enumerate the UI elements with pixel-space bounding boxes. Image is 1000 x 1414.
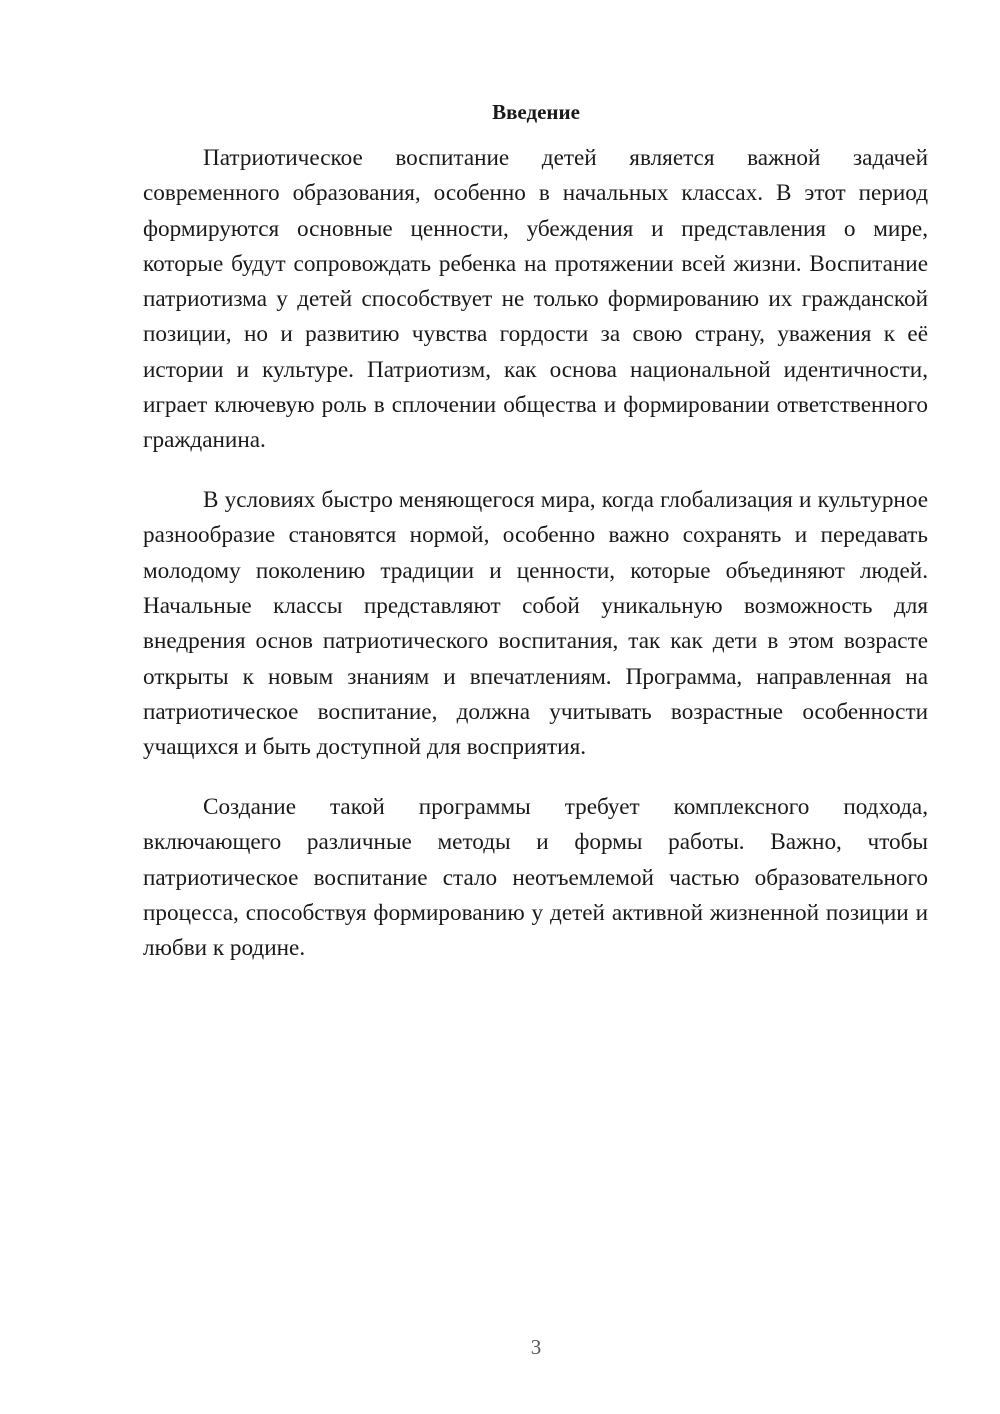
paragraph-2: В условиях быстро меняющегося мира, когда глобализация и культурное разнообразие становятся нормой, особенно важно сохранять и передавать молодому поколению традиции и ценности, которые объединяют людей. Начальные классы представляют собой уникальную возможность для внедрения основ патриотического воспитания, так как дети в этом возрасте открыты к новым знаниям и впечатлениям. Программа, направленная на патриотическое воспитание, должна учитывать возрастные особенности учащихся и быть доступной для восприятия. — [143, 487, 928, 761]
paragraph-3: Создание такой программы требует комплексного подхода, включающего различные методы и формы работы. Важно, чтобы патриотическое воспитание стало неотъемлемой частью образовательного процесса, способствуя формированию у детей активной жизненной позиции и любви к родине. — [143, 794, 928, 962]
section-heading: Введение — [492, 100, 580, 124]
page-number: 3 — [530, 1335, 542, 1359]
body-text — [143, 141, 928, 967]
paragraph-1: Патриотическое воспитание детей является важной задачей современного образования, особенно в начальных классах. В этот период формируются основные ценности, убеждения и представления о мире, которые будут сопровождать ребенка на протяжении всей жизни. Воспитание патриотизма у детей способствует не только формированию их гражданской позиции, но и развитию чувства гордости за свою страну, уважения к её истории и культуре. Патриотизм, как основа национальной идентичности, играет ключевую роль в сплочении общества и формировании ответственного гражданина. — [143, 145, 928, 454]
